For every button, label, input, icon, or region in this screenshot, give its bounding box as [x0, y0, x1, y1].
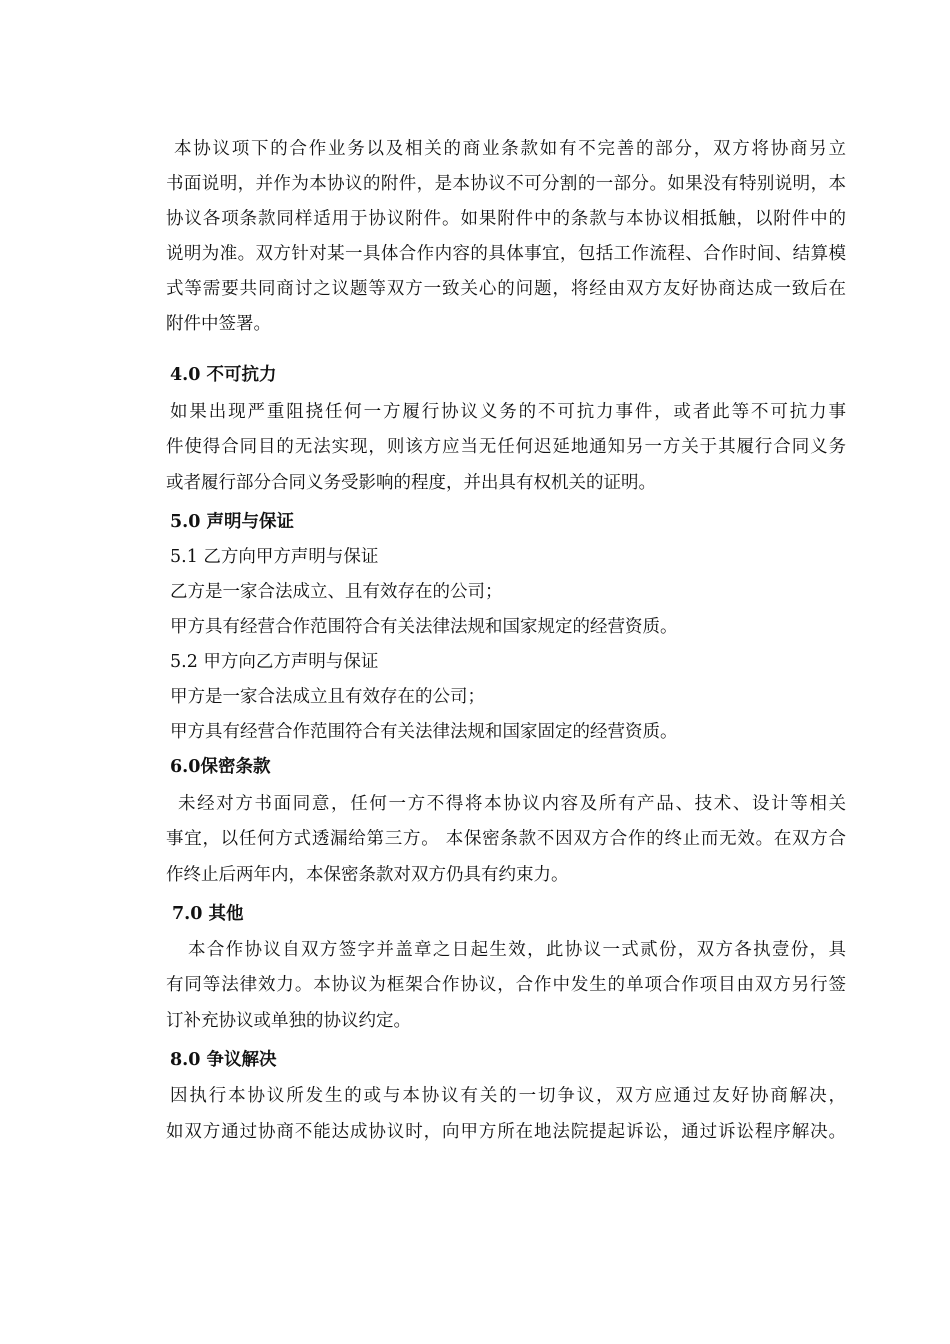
section5-1-line-2: 甲方具有经营合作范围符合有关法律法规和国家规定的经营资质。 — [170, 617, 678, 637]
section5-2-heading: 5.2 甲方向乙方声明与保证 — [170, 652, 379, 672]
section8-line-1: 因执行本协议所发生的或与本协议有关的一切争议，双方应通过友好协商解决， — [170, 1086, 846, 1106]
section6-line-1: 未经对方书面同意，任何一方不得将本协议内容及所有产品、技术、设计等相关 — [178, 794, 846, 814]
section5-2-line-2: 甲方具有经营合作范围符合有关法律法规和国家固定的经营资质。 — [170, 722, 678, 742]
section3-line-4: 说明为准。双方针对某一具体合作内容的具体事宜，包括工作流程、合作时间、结算模 — [166, 244, 846, 264]
section4-line-3: 或者履行部分合同义务受影响的程度，并出具有权机关的证明。 — [166, 473, 656, 493]
section7-line-1: 本合作协议自双方签字并盖章之日起生效，此协议一式贰份，双方各执壹份，具 — [188, 940, 846, 960]
section7-line-2: 有同等法律效力。本协议为框架合作协议，合作中发生的单项合作项目由双方另行签 — [166, 975, 846, 995]
section7-line-3: 订补充协议或单独的协议约定。 — [166, 1011, 411, 1031]
section5-2-line-1: 甲方是一家合法成立且有效存在的公司； — [170, 687, 485, 707]
section3-line-2: 书面说明，并作为本协议的附件，是本协议不可分割的一部分。如果没有特别说明，本 — [166, 174, 846, 194]
section3-line-1: 本协议项下的合作业务以及相关的商业条款如有不完善的部分，双方将协商另立 — [174, 139, 846, 159]
section6-heading: 6.0保密条款 — [170, 757, 271, 777]
section3-line-3: 协议各项条款同样适用于协议附件。如果附件中的条款与本协议相抵触，以附件中的 — [166, 209, 846, 229]
section4-line-1: 如果出现严重阻挠任何一方履行协议义务的不可抗力事件，或者此等不可抗力事 — [170, 402, 846, 422]
section3-line-6: 附件中签署。 — [166, 314, 271, 334]
section4-heading: 4.0 不可抗力 — [170, 365, 277, 385]
section5-heading: 5.0 声明与保证 — [170, 512, 295, 532]
section7-heading: 7.0 其他 — [172, 904, 244, 924]
section6-line-3: 作终止后两年内，本保密条款对双方仍具有约束力。 — [166, 865, 569, 885]
section3-line-5: 式等需要共同商讨之议题等双方一致关心的问题，将经由双方友好协商达成一致后在 — [166, 279, 846, 299]
section8-line-2: 如双方通过协商不能达成协议时，向甲方所在地法院提起诉讼，通过诉讼程序解决。 — [166, 1122, 846, 1142]
section5-1-heading: 5.1 乙方向甲方声明与保证 — [170, 547, 379, 567]
section5-1-line-1: 乙方是一家合法成立、且有效存在的公司； — [170, 582, 503, 602]
section8-heading: 8.0 争议解决 — [170, 1050, 277, 1070]
section6-line-2: 事宜，以任何方式透漏给第三方。 本保密条款不因双方合作的终止而无效。在双方合 — [166, 829, 846, 849]
section4-line-2: 件使得合同目的无法实现，则该方应当无任何迟延地通知另一方关于其履行合同义务 — [166, 437, 846, 457]
